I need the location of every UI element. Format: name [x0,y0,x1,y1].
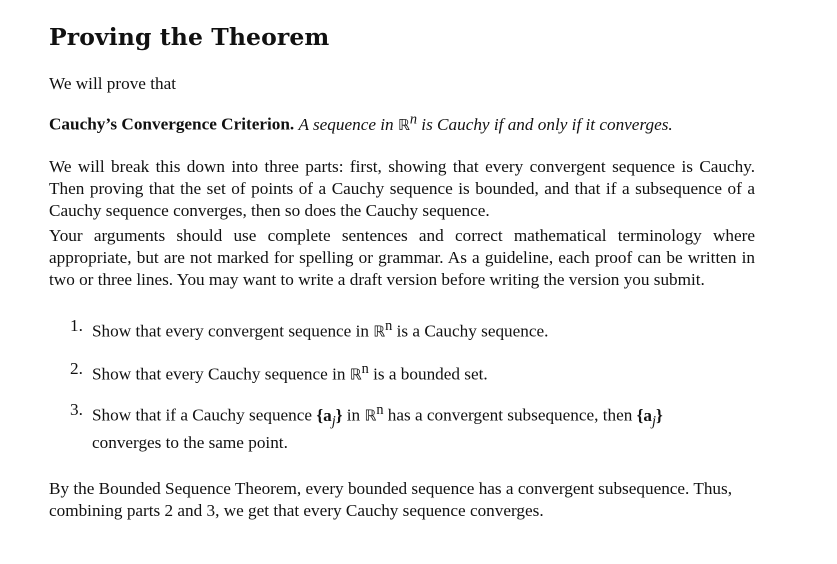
sequence-open: {a [316,405,332,425]
list-number: 2. [70,359,83,379]
instructions-paragraph: Your arguments should use complete sentences and correct mathematical terminology where appropriate, but are not marked for spelling or grammar. As a guideline, each proof can be written in two or three lines. You may want to write a draft version before writing the version you submit. [49,225,755,289]
sequence-symbol [316,405,343,430]
sequence-close: } [335,405,343,425]
item-text: converges to the same point. [92,433,288,453]
overview-paragraph: We will break this down into three parts: first, showing that every convergent sequence is Cauchy. Then proving that the set of points of a Cauchy sequence is bounded, and that if a subsequence of a Cauchy sequence converges, then so does the Cauchy sequence. [49,156,755,220]
real-space-symbol: ℝ [364,406,377,425]
sequence-open: {a [636,405,652,425]
dimension-exponent: n [385,317,393,334]
item-text: Show that every convergent sequence in [92,321,374,341]
real-space-symbol: ℝ [397,115,410,134]
list-number: 3. [70,400,83,420]
item-text: is a bounded set. [368,365,488,385]
item-text: in [342,405,365,425]
dimension-exponent: n [376,402,384,419]
item-text: has a convergent subsequence, then [383,405,637,425]
list-number: 1. [70,315,83,335]
theorem-statement [49,108,755,136]
list-item [49,358,755,386]
real-space-symbol: ℝ [373,322,386,341]
closing-paragraph: By the Bounded Sequence Theorem, every bounded sequence has a convergent subsequence. Thus, combining parts 2 and 3, we get that every Cauchy sequence converges. [49,479,733,521]
theorem-text-b: is Cauchy if and only if it converges. [417,114,673,134]
theorem-body [298,111,673,134]
theorem-label: Cauchy’s Convergence Criterion. [49,114,295,134]
dimension-exponent: n [409,111,417,127]
sequence-index: j [331,413,336,430]
sequence-index: j [652,413,656,430]
list-item [49,315,755,343]
list-item [49,399,755,454]
document-page [49,20,755,522]
sequence-symbol [636,405,663,430]
item-text: is a Cauchy sequence. [392,321,549,341]
real-space-symbol: ℝ [349,366,362,385]
sequence-close: } [655,405,663,425]
intro-text: We will prove that [49,74,177,93]
page-title: Proving the Theorem [49,23,330,51]
item-text: Show that every Cauchy sequence in [92,365,350,385]
task-list [49,315,755,455]
item-text: Show that if a Cauchy sequence [92,405,317,425]
theorem-text-a: A sequence in [298,114,398,134]
dimension-exponent: n [361,361,369,378]
